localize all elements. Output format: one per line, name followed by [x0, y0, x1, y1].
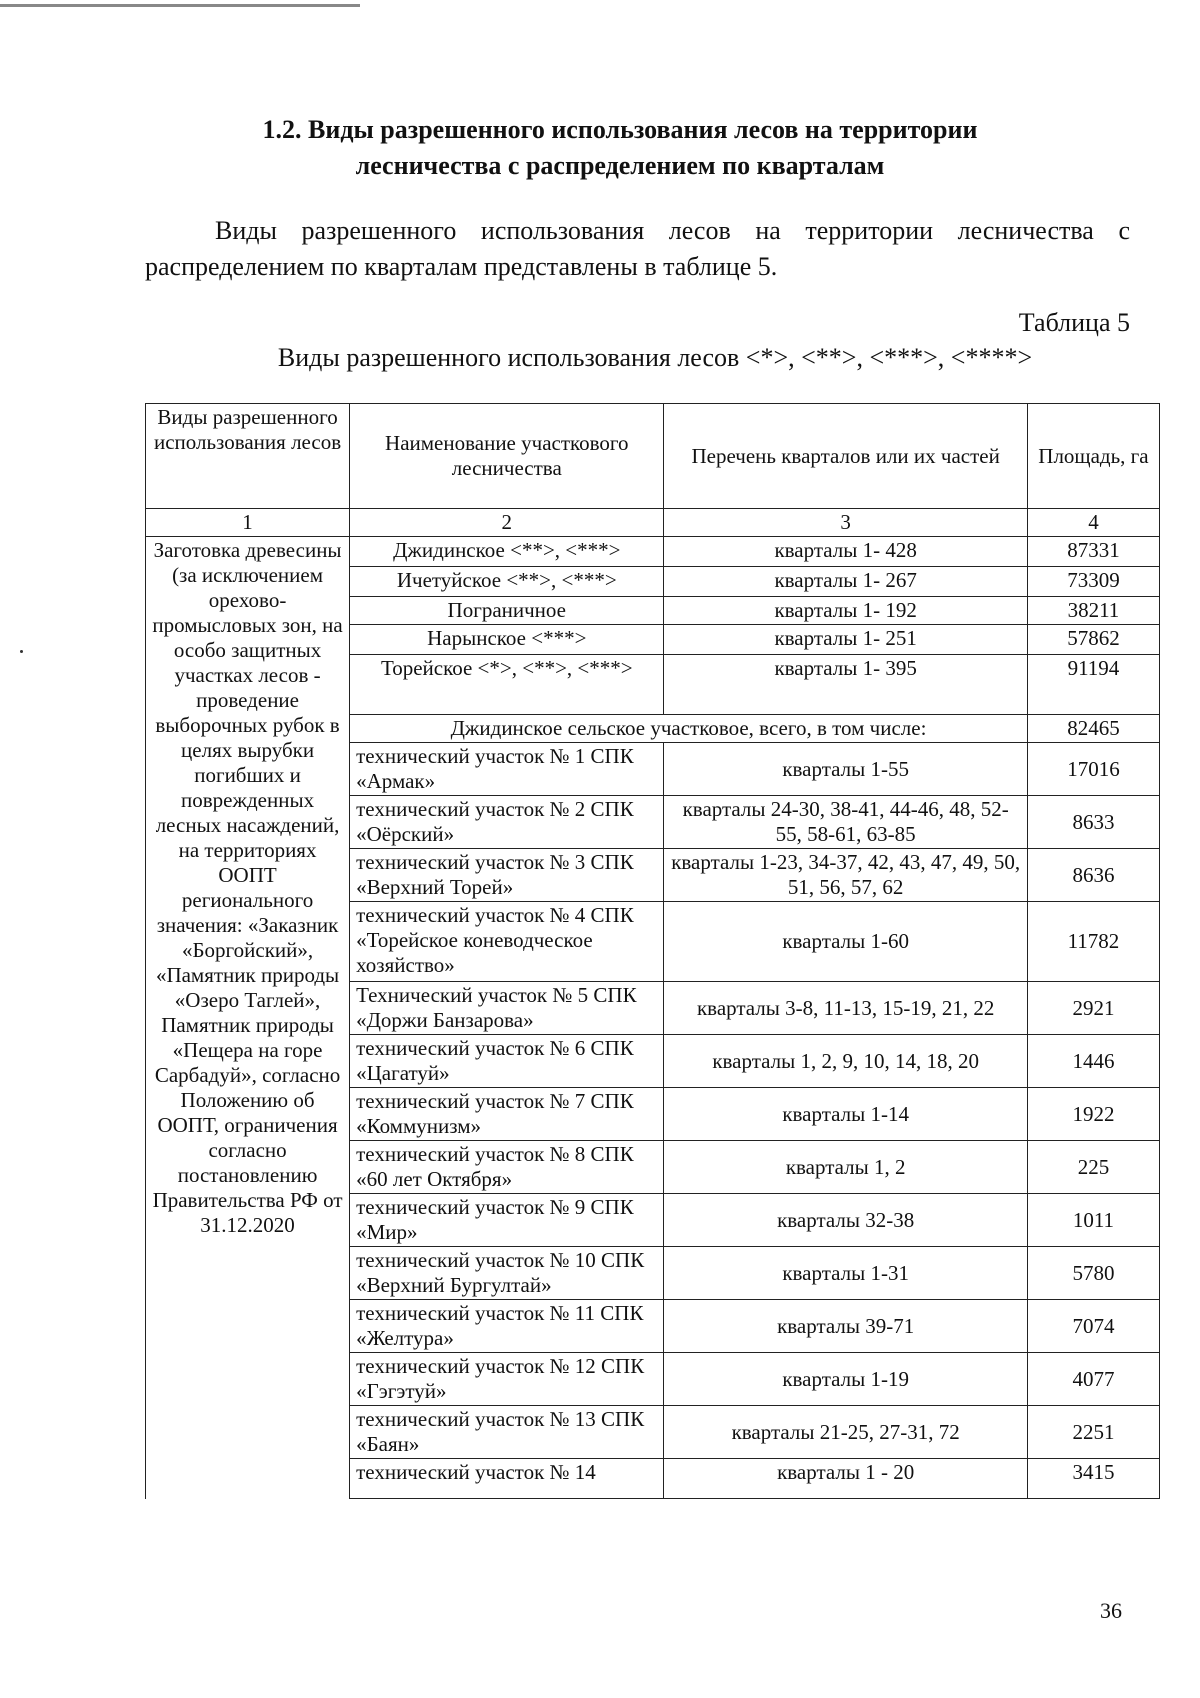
site-name: технический участок № 3 СПК «Верхний Торей» — [350, 849, 664, 902]
area: 17016 — [1027, 743, 1159, 796]
table-row — [146, 537, 1160, 567]
quarters: кварталы 1 - 20 — [664, 1459, 1027, 1499]
table-number: Таблица 5 — [1018, 308, 1130, 337]
header-cell: Площадь, га — [1027, 404, 1159, 509]
table-number-row — [146, 509, 1160, 537]
area: 2251 — [1027, 1406, 1159, 1459]
area: 8633 — [1027, 796, 1159, 849]
area: 57862 — [1027, 625, 1159, 655]
scan-dot — [20, 650, 23, 653]
area: 1011 — [1027, 1194, 1159, 1247]
quarters: кварталы 1- 251 — [664, 625, 1027, 655]
quarters: кварталы 1- 267 — [664, 567, 1027, 597]
header-cell: Наименование участкового лесничества — [350, 404, 664, 509]
column-number: 4 — [1027, 509, 1159, 537]
quarters: кварталы 1-19 — [664, 1353, 1027, 1406]
quarters: кварталы 39-71 — [664, 1300, 1027, 1353]
quarters: кварталы 32-38 — [664, 1194, 1027, 1247]
quarters: кварталы 24-30, 38-41, 44-46, 48, 52-55, 58-61, 63-85 — [664, 796, 1027, 849]
quarters: кварталы 1-55 — [664, 743, 1027, 796]
site-name: технический участок № 7 СПК «Коммунизм» — [350, 1088, 664, 1141]
intro-paragraph: Виды разрешенного использования лесов на территории лесничества с распределением по кварталам представлены в таблице 5. — [145, 216, 1130, 281]
area: 3415 — [1027, 1459, 1159, 1499]
section-heading — [180, 112, 1060, 184]
forestry-name: Джидинское <**>, <***> — [350, 537, 664, 567]
site-name: технический участок № 9 СПК «Мир» — [350, 1194, 664, 1247]
site-name: технический участок № 13 СПК «Баян» — [350, 1406, 664, 1459]
area: 82465 — [1027, 715, 1159, 743]
site-name: Технический участок № 5 СПК «Доржи Банзарова» — [350, 982, 664, 1035]
site-name: технический участок № 1 СПК «Армак» — [350, 743, 664, 796]
quarters: кварталы 1- 192 — [664, 597, 1027, 625]
area: 1446 — [1027, 1035, 1159, 1088]
area: 38211 — [1027, 597, 1159, 625]
heading-line-2: лесничества с распределением по кварталам — [355, 151, 885, 180]
heading-line-1: 1.2. Виды разрешенного использования лесов на территории — [262, 115, 978, 144]
column-number: 1 — [146, 509, 350, 537]
forestry-name: Нарынское <***> — [350, 625, 664, 655]
site-name: технический участок № 12 СПК «Гэгэтуй» — [350, 1353, 664, 1406]
use-type-cell: Заготовка древесины (за исключением орехово-промысловых зон, на особо защитных участках лесов - проведение выборочных рубок в целях вырубки погибших и поврежденных лесных насаждений, на территориях ООПТ регионального значения: «Заказник «Боргойский», «Памятник природы «Озеро Таглей», Памятник природы «Пещера на горе Сарбадуй», согласно Положению об ООПТ, ограничения согласно постановлению Правительства РФ от 31.12.2020 — [146, 537, 350, 1499]
area: 91194 — [1027, 655, 1159, 715]
area: 5780 — [1027, 1247, 1159, 1300]
area: 8636 — [1027, 849, 1159, 902]
quarters: кварталы 1, 2, 9, 10, 14, 18, 20 — [664, 1035, 1027, 1088]
quarters: кварталы 1-31 — [664, 1247, 1027, 1300]
site-name: технический участок № 4 СПК «Торейское коневодческое хозяйство» — [350, 902, 664, 982]
quarters: кварталы 1, 2 — [664, 1141, 1027, 1194]
top-scan-rule — [0, 4, 360, 7]
site-name: технический участок № 6 СПК «Цагатуй» — [350, 1035, 664, 1088]
column-number: 3 — [664, 509, 1027, 537]
subtotal-label: Джидинское сельское участковое, всего, в том числе: — [350, 715, 1028, 743]
quarters: кварталы 1-23, 34-37, 42, 43, 47, 49, 50, 51, 56, 57, 62 — [664, 849, 1027, 902]
site-name: технический участок № 11 СПК «Желтура» — [350, 1300, 664, 1353]
area: 225 — [1027, 1141, 1159, 1194]
table-caption: Виды разрешенного использования лесов <*>, <**>, <***>, <****> — [277, 343, 1033, 372]
table-header-row — [146, 404, 1160, 509]
area: 73309 — [1027, 567, 1159, 597]
area: 2921 — [1027, 982, 1159, 1035]
forestry-name: Ичетуйское <**>, <***> — [350, 567, 664, 597]
header-cell: Виды разрешенного использования лесов — [146, 404, 350, 509]
site-name: технический участок № 8 СПК «60 лет Октября» — [350, 1141, 664, 1194]
site-name: технический участок № 14 — [350, 1459, 664, 1499]
quarters: кварталы 1-60 — [664, 902, 1027, 982]
forestry-name: Торейское <*>, <**>, <***> — [350, 655, 664, 715]
site-name: технический участок № 2 СПК «Оёрский» — [350, 796, 664, 849]
quarters: кварталы 1- 428 — [664, 537, 1027, 567]
quarters: кварталы 1- 395 — [664, 655, 1027, 715]
quarters: кварталы 3-8, 11-13, 15-19, 21, 22 — [664, 982, 1027, 1035]
area: 7074 — [1027, 1300, 1159, 1353]
quarters: кварталы 21-25, 27-31, 72 — [664, 1406, 1027, 1459]
forest-use-table — [145, 403, 1160, 1499]
area: 11782 — [1027, 902, 1159, 982]
page-number: 36 — [1100, 1598, 1122, 1623]
area: 87331 — [1027, 537, 1159, 567]
area: 1922 — [1027, 1088, 1159, 1141]
header-cell: Перечень кварталов или их частей — [664, 404, 1027, 509]
area: 4077 — [1027, 1353, 1159, 1406]
column-number: 2 — [350, 509, 664, 537]
forestry-name: Пограничное — [350, 597, 664, 625]
site-name: технический участок № 10 СПК «Верхний Бургултай» — [350, 1247, 664, 1300]
quarters: кварталы 1-14 — [664, 1088, 1027, 1141]
